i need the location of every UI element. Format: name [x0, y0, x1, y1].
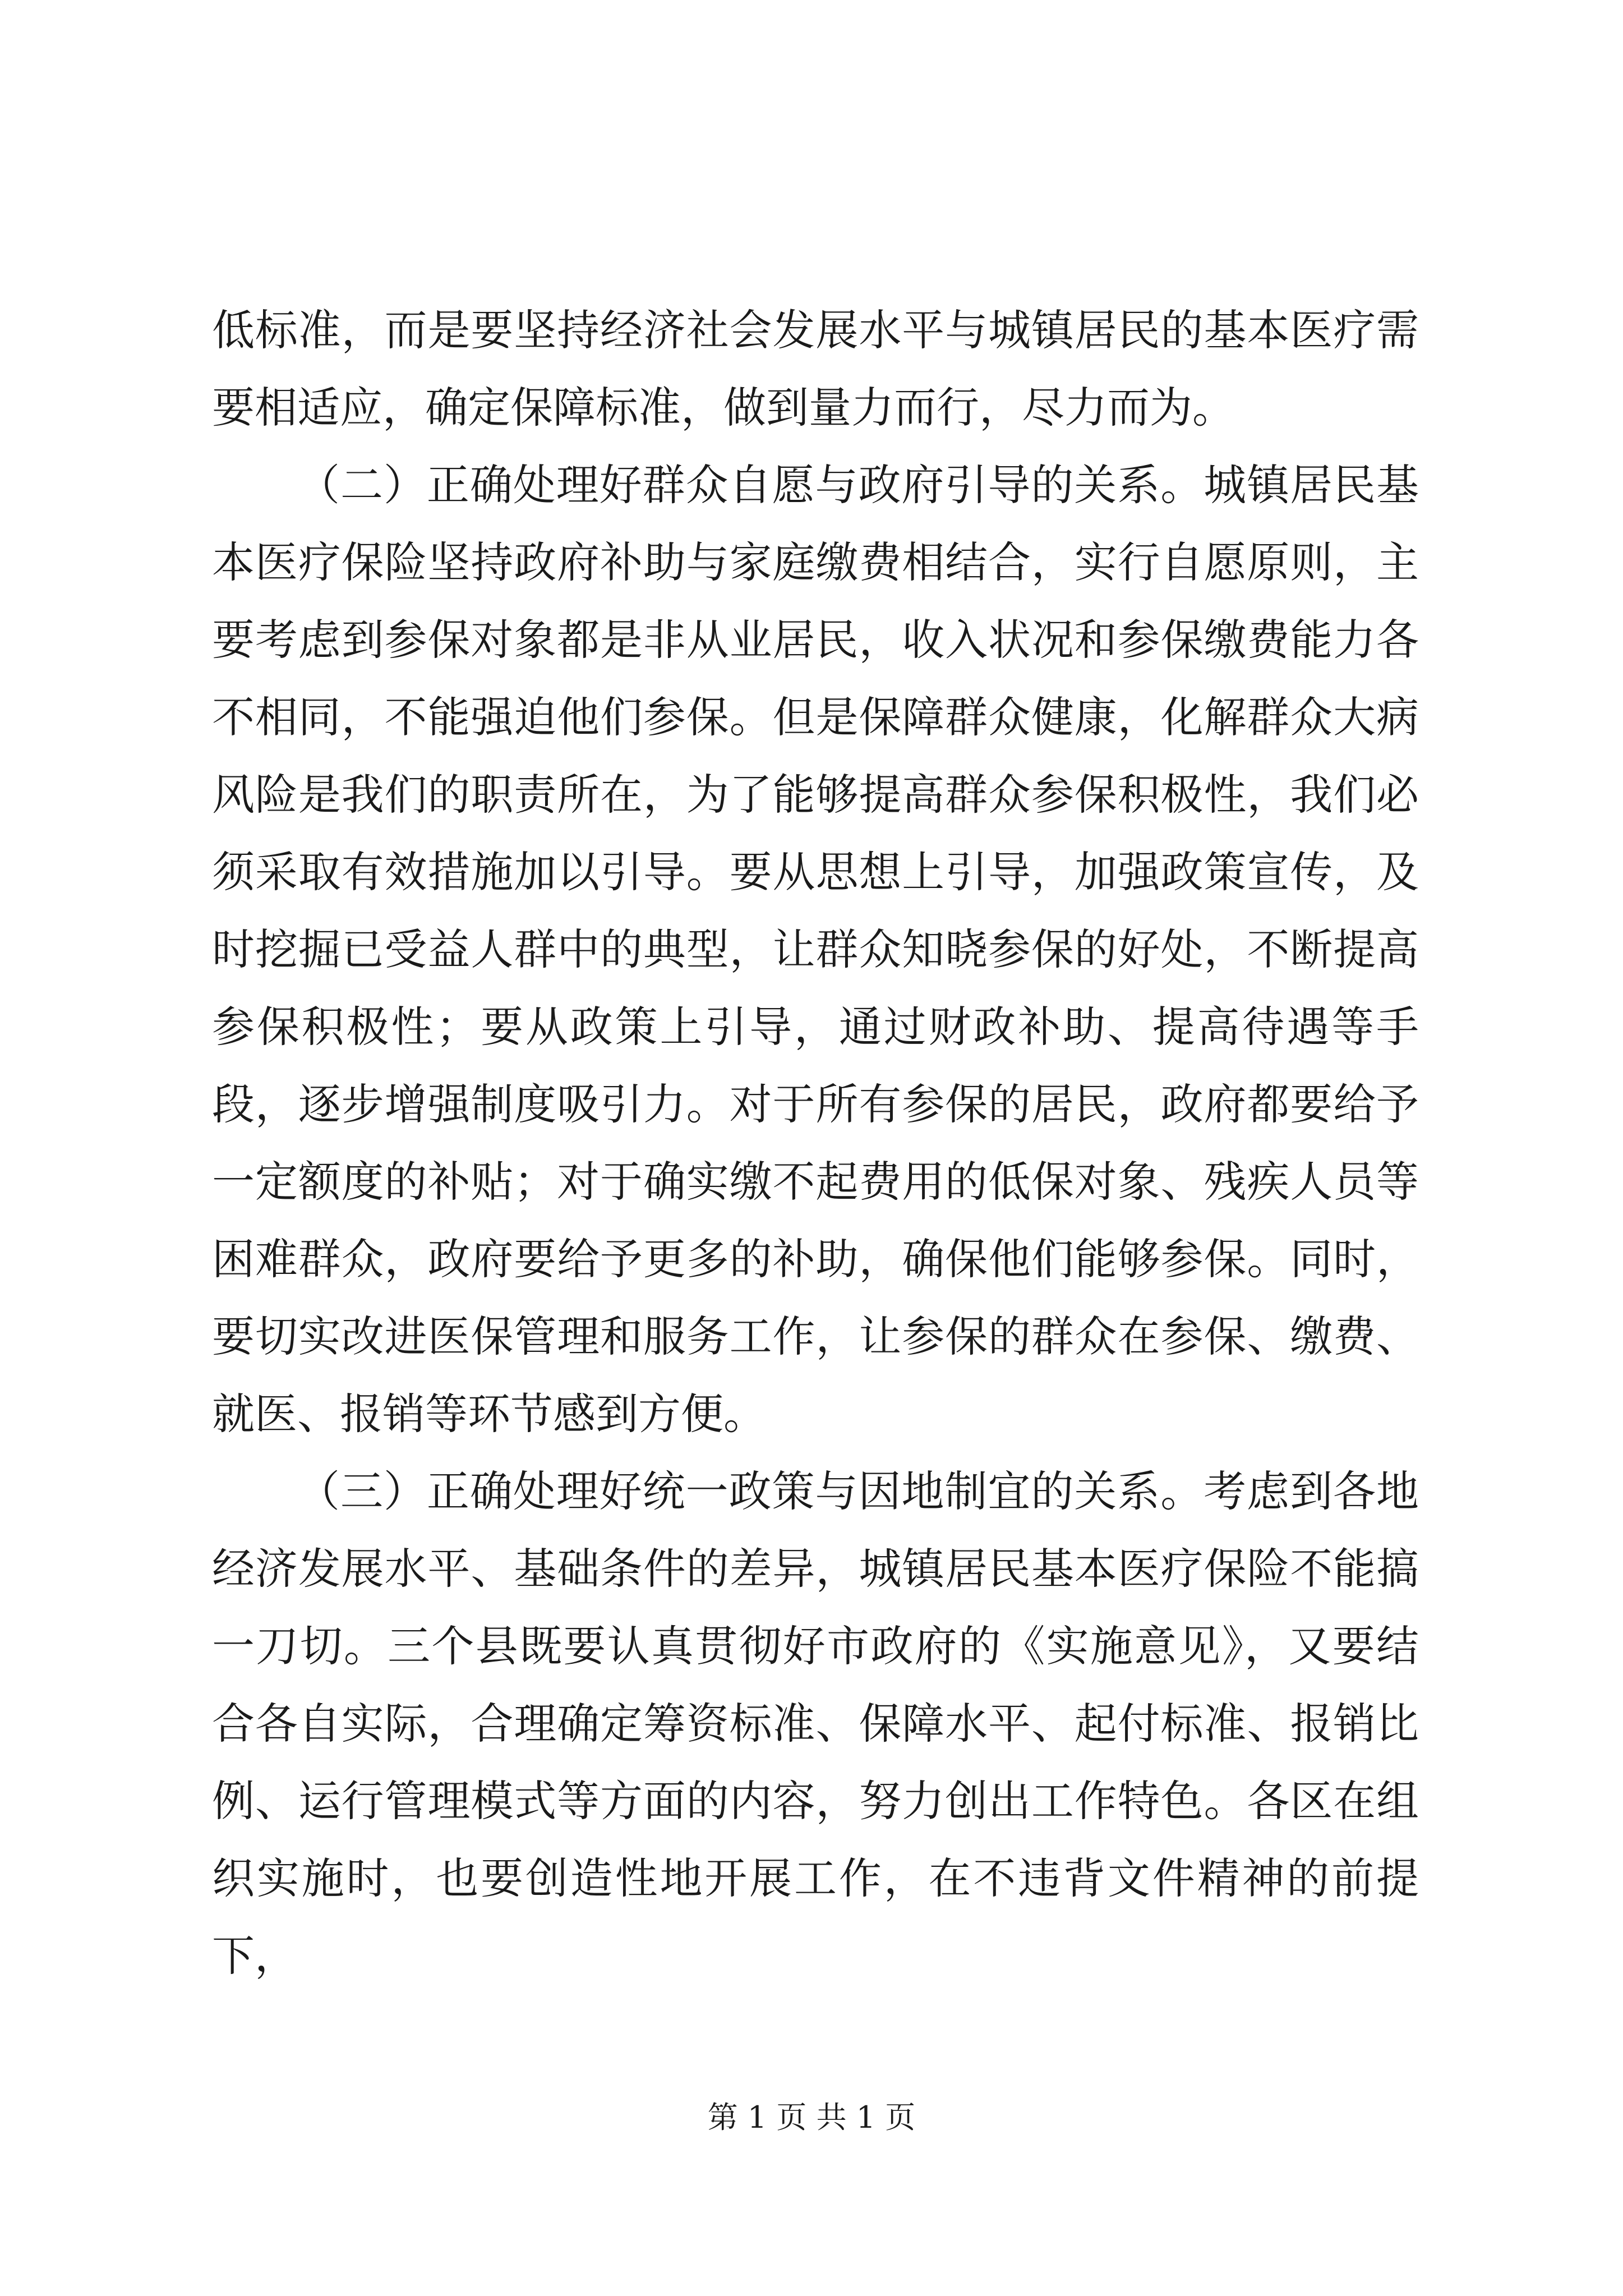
page-footer: 第 1 页 共 1 页 [707, 2100, 916, 2135]
paragraph-section-three: （三）正确处理好统一政策与因地制宜的关系。考虑到各地经济发展水平、基础条件的差异，城镇居民基本医疗保险不能搞一刀切。三个县既要认真贯彻好市政府的《实施意见》，又要结合各自实际，合理确定筹资标准、保障水平、起付标准、报销比例、运行管理模式等方面的内容，努力创出工作特色。各区在组织实施时，也要创造性地开展工作，在不违背文件精神的前提下， [212, 1466, 1419, 1981]
document-body [212, 292, 1419, 1995]
paragraph-continuation: 低标准，而是要坚持经济社会发展水平与城镇居民的基本医疗需要相适应，确定保障标准，做到量力而行，尽力而为。 [212, 305, 1419, 432]
paragraph-section-two: （二）正确处理好群众自愿与政府引导的关系。城镇居民基本医疗保险坚持政府补助与家庭缴费相结合，实行自愿原则，主要考虑到参保对象都是非从业居民，收入状况和参保缴费能力各不相同，不能强迫他们参保。但是保障群众健康，化解群众大病风险是我们的职责所在，为了能够提高群众参保积极性，我们必须采取有效措施加以引导。要从思想上引导，加强政策宣传，及时挖掘已受益人群中的典型，让群众知晓参保的好处，不断提高参保积极性；要从政策上引导，通过财政补助、提高待遇等手段，逐步增强制度吸引力。对于所有参保的居民，政府都要给予一定额度的补贴；对于确实缴不起费用的低保对象、残疾人员等困难群众，政府要给予更多的补助，确保他们能够参保。同时，要切实改进医保管理和服务工作，让参保的群众在参保、缴费、就医、报销等环节感到方便。 [212, 460, 1419, 1439]
